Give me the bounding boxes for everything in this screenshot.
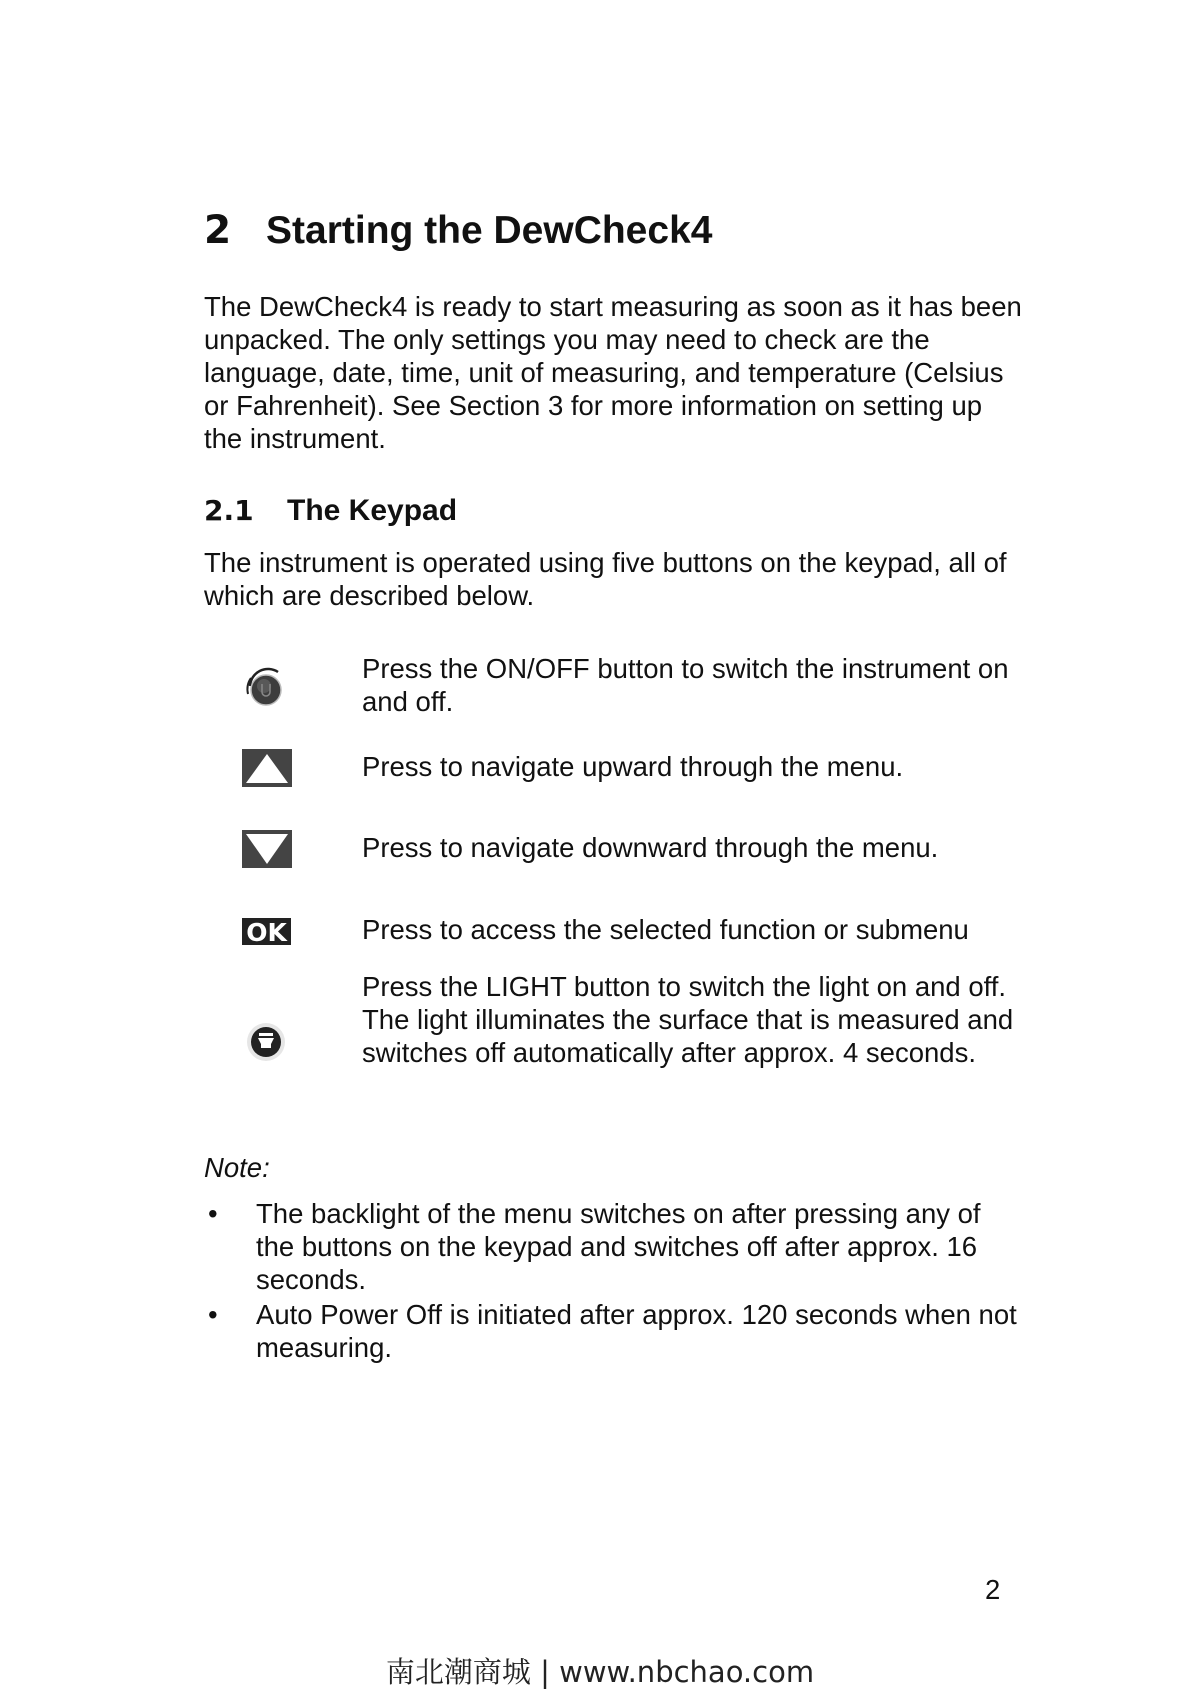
power-button-icon [242,664,294,708]
note-label: Note: [204,1152,270,1183]
page-number: 2 [985,1574,1001,1605]
section-number: 2 [204,208,232,253]
down-arrow-button-icon [242,830,294,874]
subsection-title: The Keypad [287,494,458,527]
subsection-heading [204,494,457,528]
footer-watermark: 南北潮商城 | www.nbchao.com [385,1655,815,1689]
ok-icon-label: OK [246,918,287,947]
keypad-ok-description: Press to access the selected function or submenu [362,914,969,945]
light-button-icon [242,1018,294,1062]
note-list [204,1197,1024,1366]
section-heading [204,208,712,253]
ok-button-icon [242,918,294,962]
bullet-icon: • [208,1198,218,1229]
bullet-icon: • [208,1299,218,1330]
keypad-power-description: Press the ON/OFF button to switch the instrument on and off. [362,653,1009,717]
subsection-intro-paragraph: The instrument is operated using five buttons on the keypad, all of which are described below. [204,547,1007,611]
up-arrow-button-icon [242,749,294,793]
subsection-number: 2.1 [204,494,254,527]
note-item-text: The backlight of the menu switches on after pressing any of the buttons on the keypad and switches off after approx. 16 seconds. [256,1198,981,1295]
note-item [204,1197,1024,1296]
section-title: Starting the DewCheck4 [266,209,713,252]
keypad-light-description: Press the LIGHT button to switch the light on and off. The light illuminates the surface that is measured and switches off automatically after approx. 4 seconds. [362,971,1014,1068]
keypad-down-description: Press to navigate downward through the menu. [362,832,939,863]
keypad-up-description: Press to navigate upward through the menu. [362,751,904,782]
note-item [204,1298,1024,1364]
note-item-text: Auto Power Off is initiated after approx. 120 seconds when not measuring. [256,1299,1017,1363]
section-intro-paragraph: The DewCheck4 is ready to start measuring as soon as it has been unpacked. The only settings you may need to check are the language, date, time, unit of measuring, and temperature (Celsius or Fahrenheit). See Section 3 for more information on setting up the instrument. [204,291,1022,454]
